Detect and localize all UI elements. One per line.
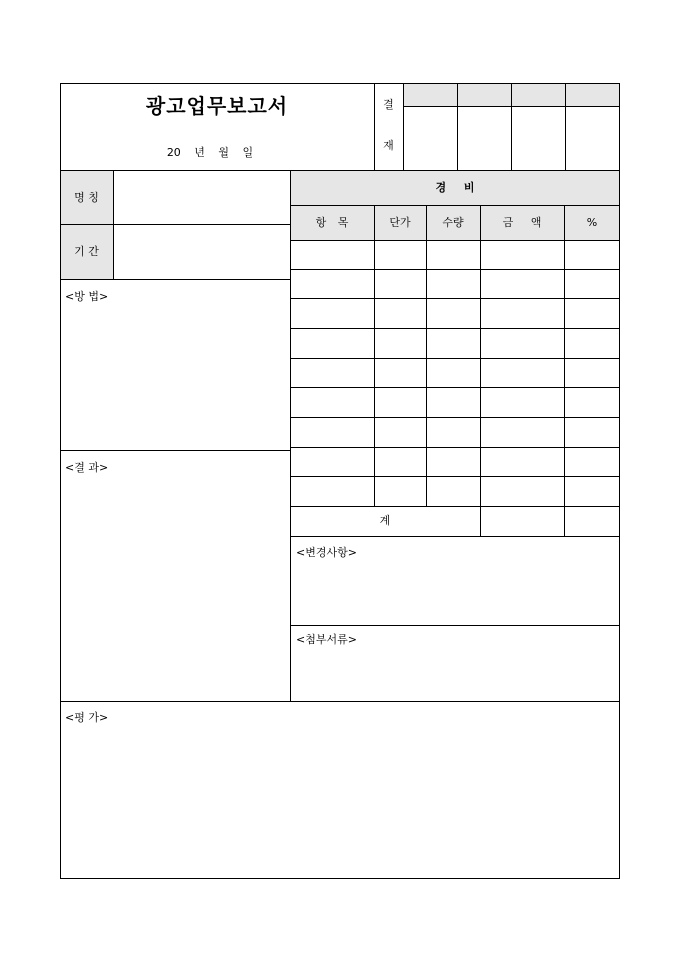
column-percent: % <box>586 216 598 229</box>
evaluation-top-line <box>60 701 620 702</box>
form-title: 광고업무보고서 <box>145 94 289 118</box>
approval-col-divider-2 <box>511 83 512 170</box>
expense-row-line-8 <box>290 476 620 477</box>
column-item: 항 목 <box>315 216 349 229</box>
expense-total-line <box>290 536 620 537</box>
column-unit-price: 단가 <box>389 216 411 229</box>
changes-label: <변경사항> <box>296 546 357 559</box>
attachments-label: <첨부서류> <box>296 633 357 646</box>
expense-title: 경 비 <box>435 181 475 194</box>
period-label: 기 간 <box>74 245 99 258</box>
name-row-line <box>60 224 290 225</box>
expense-row-line-1 <box>290 269 620 270</box>
expense-colhead-line <box>290 240 620 241</box>
total-label: 계 <box>379 514 391 527</box>
expense-row-line-3 <box>290 328 620 329</box>
method-result-line <box>60 450 290 451</box>
column-quantity: 수량 <box>442 216 464 229</box>
date-line: 20 년 월 일 <box>166 146 254 159</box>
approval-label-bottom: 재 <box>383 139 394 152</box>
approval-label-divider <box>403 83 404 170</box>
middle-divider <box>290 170 291 701</box>
expense-row-line-7 <box>290 447 620 448</box>
approval-left-border <box>374 83 375 170</box>
expense-row-line-6 <box>290 417 620 418</box>
approval-col-divider-3 <box>565 83 566 170</box>
expense-title-line <box>290 205 620 206</box>
method-label: <방 법> <box>65 290 109 303</box>
evaluation-label: <평 가> <box>65 711 109 724</box>
header-bottom-line <box>60 170 620 171</box>
approval-label-top: 결 <box>383 98 394 111</box>
period-row-line <box>60 279 290 280</box>
expense-row-line-4 <box>290 358 620 359</box>
column-amount: 금 액 <box>502 216 542 229</box>
expense-row-line-5 <box>290 387 620 388</box>
expense-row-line-2 <box>290 298 620 299</box>
expense-col-divider-2 <box>426 205 427 506</box>
expense-col-divider-3 <box>480 205 481 536</box>
name-label: 명 칭 <box>74 191 99 204</box>
approval-header-line <box>403 106 620 107</box>
changes-bottom-line <box>290 625 620 626</box>
expense-row-line-9 <box>290 506 620 507</box>
approval-col-divider-1 <box>457 83 458 170</box>
expense-col-divider-4 <box>564 205 565 536</box>
expense-col-divider-1 <box>374 205 375 506</box>
result-label: <결 과> <box>65 461 109 474</box>
